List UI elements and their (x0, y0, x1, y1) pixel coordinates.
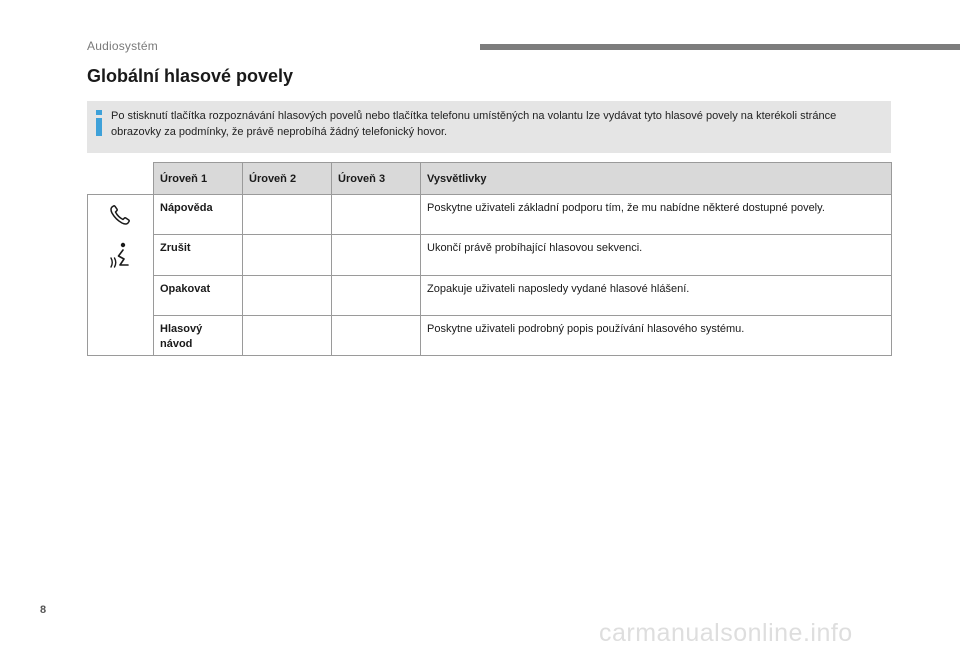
table-row (88, 195, 892, 235)
row-level1: Nápověda (154, 195, 243, 235)
row-level2 (243, 195, 332, 235)
row-explanation: Ukončí právě probíhající hlasovou sekvenci. (421, 235, 892, 275)
table-header-blank (88, 163, 154, 195)
info-icon (95, 110, 103, 136)
table-row (88, 235, 892, 275)
row-level1: Hlasový návod (154, 315, 243, 355)
row-level3 (332, 315, 421, 355)
section-header: Audiosystém (87, 39, 158, 53)
row-explanation: Poskytne uživateli základní podporu tím, že mu nabídne některé dostupné povely. (421, 195, 892, 235)
row-level1: Zrušit (154, 235, 243, 275)
row-level3 (332, 195, 421, 235)
row-level2 (243, 315, 332, 355)
table-header-level1: Úroveň 1 (154, 163, 243, 195)
phone-icon (108, 203, 132, 227)
table-header-level3: Úroveň 3 (332, 163, 421, 195)
row-level1: Opakovat (154, 275, 243, 315)
info-text: Po stisknutí tlačítka rozpoznávání hlasových povelů nebo tlačítka telefonu umístěných na volantu lze vydávat tyto hlasové povely na kterékoli stránce obrazovky za podmínky, že právě neprobíhá žádný telefonický hovor. (111, 110, 837, 138)
row-level3 (332, 235, 421, 275)
row-explanation: Zopakuje uživateli naposledy vydané hlasové hlášení. (421, 275, 892, 315)
header-rule (480, 44, 960, 50)
row-level2 (243, 235, 332, 275)
table-header-explanation: Vysvětlivky (421, 163, 892, 195)
table-header-level2: Úroveň 2 (243, 163, 332, 195)
icon-cell (88, 195, 154, 356)
voice-commands-table (87, 162, 892, 356)
table-row (88, 275, 892, 315)
info-box (87, 101, 891, 153)
voice-command-icon (109, 241, 133, 273)
row-level3 (332, 275, 421, 315)
page-number: 8 (40, 604, 47, 616)
watermark: carmanualsonline.info (599, 619, 853, 647)
table-header-row (88, 163, 892, 195)
row-explanation: Poskytne uživateli podrobný popis používání hlasového systému. (421, 315, 892, 355)
table-row (88, 315, 892, 355)
row-level2 (243, 275, 332, 315)
page-title: Globální hlasové povely (87, 66, 294, 86)
